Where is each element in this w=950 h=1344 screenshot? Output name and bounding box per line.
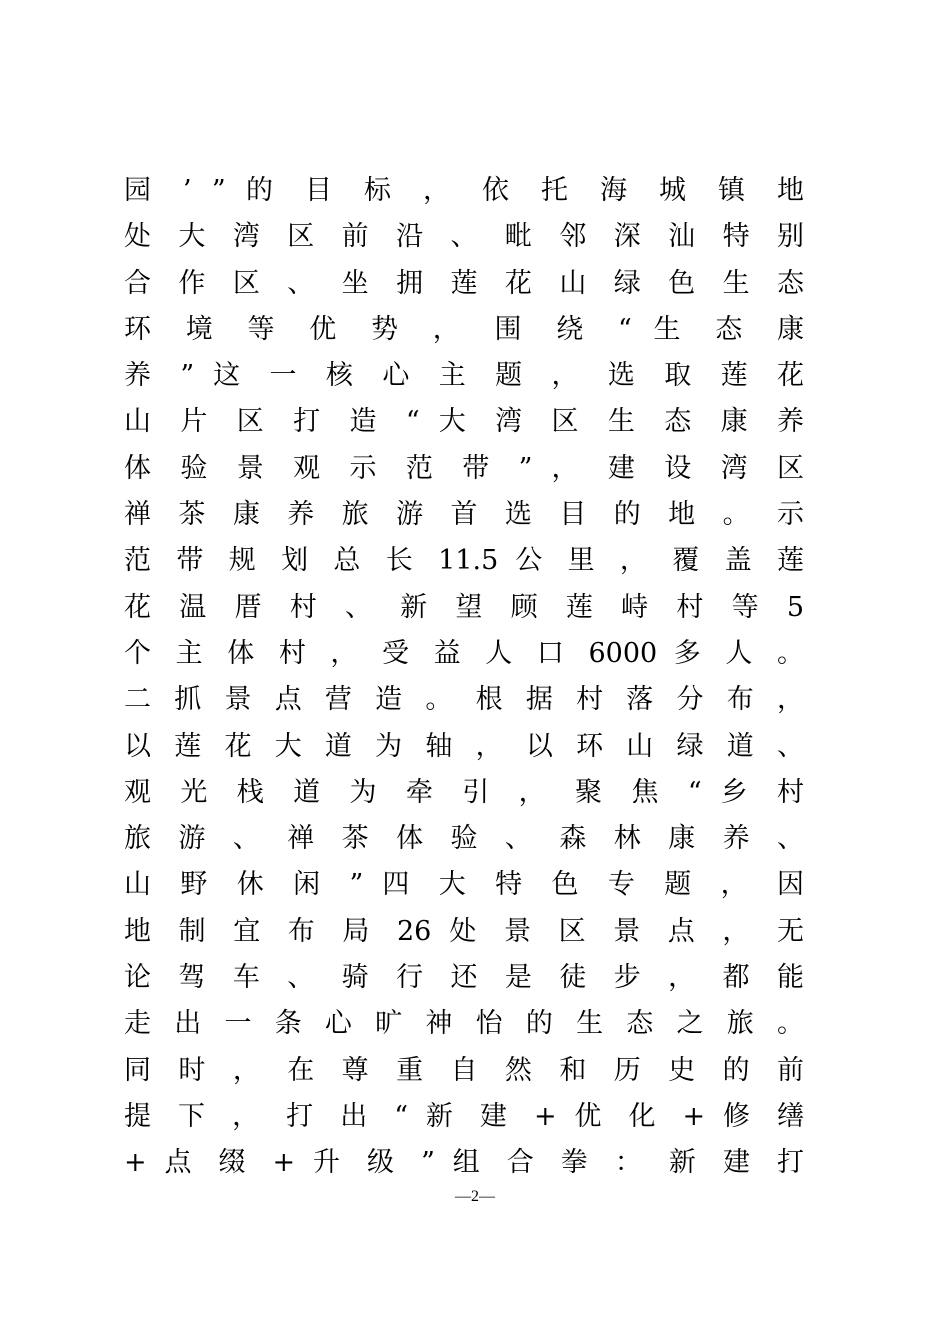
text-line: 体 验 景 观 示 范 带 ” ， 建 设 湾 区 bbox=[124, 452, 804, 484]
text-line: 山 野 休 闲 ” 四 大 特 色 专 题 ， 因 bbox=[124, 869, 804, 901]
text-line: 同 时 ， 在 尊 重 自 然 和 历 史 的 前 bbox=[124, 1054, 804, 1086]
text-line: + 点 缀 + 升 级 ” 组 合 拳 ： 新 建 打 bbox=[124, 1147, 804, 1179]
text-line: 处 大 湾 区 前 沿 、 毗 邻 深 汕 特 别 bbox=[124, 221, 804, 253]
text-line: 地 制 宜 布 局 26 处 景 区 景 点 ， 无 bbox=[124, 915, 804, 947]
body-text bbox=[124, 168, 804, 1187]
page-number: —2— bbox=[455, 1188, 495, 1205]
text-line: 走 出 一 条 心 旷 神 怡 的 生 态 之 旅 。 bbox=[124, 1008, 804, 1040]
text-line: 合 作 区 、 坐 拥 莲 花 山 绿 色 生 态 bbox=[124, 267, 804, 299]
text-line: 个 主 体 村 ， 受 益 人 口 6000 多 人 。 bbox=[124, 637, 804, 669]
text-line: 环 境 等 优 势 ， 围 绕 “ 生 态 康 bbox=[124, 313, 804, 345]
text-line: 养 ” 这 一 核 心 主 题 ， 选 取 莲 花 bbox=[124, 360, 804, 392]
text-line: 范 带 规 划 总 长 11.5 公 里 ， 覆 盖 莲 bbox=[124, 545, 804, 577]
text-line: 二 抓 景 点 营 造 。 根 据 村 落 分 布 ， bbox=[124, 684, 804, 716]
text-line: 园 ’ ” 的 目 标 ， 依 托 海 城 镇 地 bbox=[124, 175, 804, 206]
text-line: 以 莲 花 大 道 为 轴 ， 以 环 山 绿 道 、 bbox=[124, 730, 804, 762]
text-line: 山 片 区 打 造 “ 大 湾 区 生 态 康 养 bbox=[124, 406, 804, 438]
text-line: 花 温 厝 村 、 新 望 顾 莲 峙 村 等 5 bbox=[124, 591, 804, 623]
text-line: 提 下 ， 打 出 “ 新 建 + 优 化 + 修 缮 bbox=[124, 1100, 804, 1132]
text-line: 禅 茶 康 养 旅 游 首 选 目 的 地 。 示 bbox=[124, 499, 804, 531]
text-line: 旅 游 、 禅 茶 体 验 、 森 林 康 养 、 bbox=[124, 823, 804, 855]
text-line: 观 光 栈 道 为 牵 引 ， 聚 焦 “ 乡 村 bbox=[124, 776, 804, 808]
text-line: 论 驾 车 、 骑 行 还 是 徒 步 ， 都 能 bbox=[124, 962, 804, 994]
